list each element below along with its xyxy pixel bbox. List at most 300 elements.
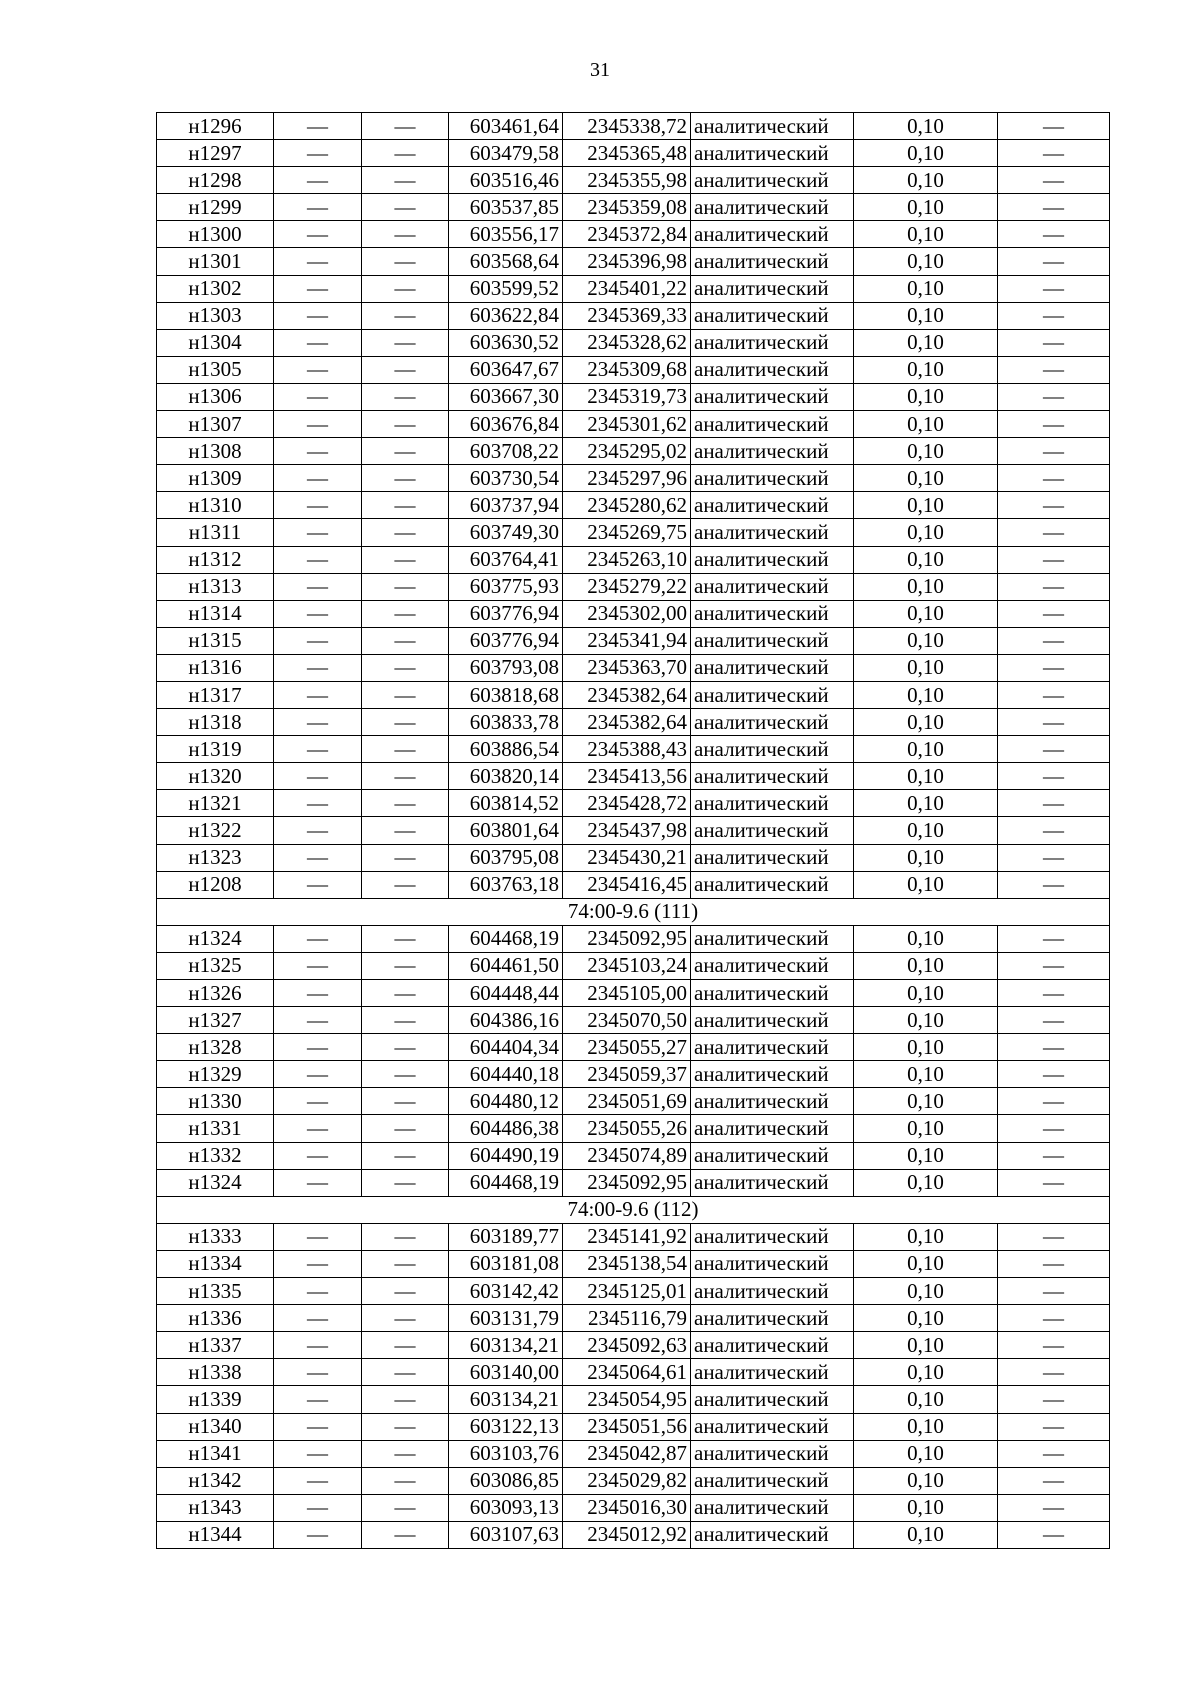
accuracy-cell: 0,10 bbox=[854, 1142, 998, 1169]
dash-cell: — bbox=[998, 817, 1110, 844]
method-cell: аналитический bbox=[691, 600, 854, 627]
point-name-cell: н1342 bbox=[157, 1467, 274, 1494]
point-name-cell: н1323 bbox=[157, 844, 274, 871]
dash-cell: — bbox=[274, 1467, 362, 1494]
method-cell: аналитический bbox=[691, 925, 854, 952]
method-cell: аналитический bbox=[691, 221, 854, 248]
x-coordinate-cell: 603647,67 bbox=[449, 356, 563, 383]
point-name-cell: н1297 bbox=[157, 140, 274, 167]
method-cell: аналитический bbox=[691, 1440, 854, 1467]
accuracy-cell: 0,10 bbox=[854, 546, 998, 573]
accuracy-cell: 0,10 bbox=[854, 817, 998, 844]
table-row bbox=[157, 627, 1110, 654]
method-cell: аналитический bbox=[691, 1494, 854, 1521]
dash-cell: — bbox=[998, 1332, 1110, 1359]
table-row bbox=[157, 1061, 1110, 1088]
dash-cell: — bbox=[998, 167, 1110, 194]
method-cell: аналитический bbox=[691, 519, 854, 546]
x-coordinate-cell: 604461,50 bbox=[449, 952, 563, 979]
table-row bbox=[157, 1250, 1110, 1277]
dash-cell: — bbox=[362, 221, 449, 248]
dash-cell: — bbox=[362, 844, 449, 871]
table-row bbox=[157, 248, 1110, 275]
dash-cell: — bbox=[362, 275, 449, 302]
method-cell: аналитический bbox=[691, 356, 854, 383]
dash-cell: — bbox=[274, 600, 362, 627]
y-coordinate-cell: 2345105,00 bbox=[563, 980, 691, 1007]
point-name-cell: н1329 bbox=[157, 1061, 274, 1088]
dash-cell: — bbox=[998, 1061, 1110, 1088]
dash-cell: — bbox=[998, 1142, 1110, 1169]
dash-cell: — bbox=[998, 383, 1110, 410]
x-coordinate-cell: 604480,12 bbox=[449, 1088, 563, 1115]
point-name-cell: н1309 bbox=[157, 465, 274, 492]
point-name-cell: н1335 bbox=[157, 1278, 274, 1305]
point-name-cell: н1333 bbox=[157, 1223, 274, 1250]
y-coordinate-cell: 2345341,94 bbox=[563, 627, 691, 654]
accuracy-cell: 0,10 bbox=[854, 140, 998, 167]
x-coordinate-cell: 603086,85 bbox=[449, 1467, 563, 1494]
dash-cell: — bbox=[274, 1332, 362, 1359]
y-coordinate-cell: 2345042,87 bbox=[563, 1440, 691, 1467]
method-cell: аналитический bbox=[691, 844, 854, 871]
table-row bbox=[157, 1332, 1110, 1359]
dash-cell: — bbox=[274, 519, 362, 546]
dash-cell: — bbox=[274, 221, 362, 248]
y-coordinate-cell: 2345416,45 bbox=[563, 871, 691, 898]
point-name-cell: н1317 bbox=[157, 681, 274, 708]
y-coordinate-cell: 2345051,56 bbox=[563, 1413, 691, 1440]
y-coordinate-cell: 2345092,95 bbox=[563, 1169, 691, 1196]
point-name-cell: н1311 bbox=[157, 519, 274, 546]
dash-cell: — bbox=[362, 573, 449, 600]
x-coordinate-cell: 603793,08 bbox=[449, 654, 563, 681]
dash-cell: — bbox=[274, 1521, 362, 1548]
dash-cell: — bbox=[362, 1169, 449, 1196]
dash-cell: — bbox=[274, 113, 362, 140]
dash-cell: — bbox=[998, 1034, 1110, 1061]
y-coordinate-cell: 2345263,10 bbox=[563, 546, 691, 573]
y-coordinate-cell: 2345070,50 bbox=[563, 1007, 691, 1034]
method-cell: аналитический bbox=[691, 438, 854, 465]
dash-cell: — bbox=[998, 1250, 1110, 1277]
table-row bbox=[157, 600, 1110, 627]
point-name-cell: н1315 bbox=[157, 627, 274, 654]
x-coordinate-cell: 603737,94 bbox=[449, 492, 563, 519]
accuracy-cell: 0,10 bbox=[854, 221, 998, 248]
x-coordinate-cell: 603801,64 bbox=[449, 817, 563, 844]
y-coordinate-cell: 2345359,08 bbox=[563, 194, 691, 221]
dash-cell: — bbox=[274, 438, 362, 465]
table-row bbox=[157, 681, 1110, 708]
dash-cell: — bbox=[998, 302, 1110, 329]
dash-cell: — bbox=[274, 709, 362, 736]
point-name-cell: н1314 bbox=[157, 600, 274, 627]
point-name-cell: н1304 bbox=[157, 329, 274, 356]
dash-cell: — bbox=[362, 1332, 449, 1359]
accuracy-cell: 0,10 bbox=[854, 1169, 998, 1196]
table-row bbox=[157, 438, 1110, 465]
dash-cell: — bbox=[362, 167, 449, 194]
method-cell: аналитический bbox=[691, 1169, 854, 1196]
dash-cell: — bbox=[998, 763, 1110, 790]
point-name-cell: н1306 bbox=[157, 383, 274, 410]
dash-cell: — bbox=[274, 1359, 362, 1386]
y-coordinate-cell: 2345141,92 bbox=[563, 1223, 691, 1250]
table-row bbox=[157, 817, 1110, 844]
table-row bbox=[157, 980, 1110, 1007]
dash-cell: — bbox=[362, 492, 449, 519]
dash-cell: — bbox=[274, 465, 362, 492]
dash-cell: — bbox=[998, 736, 1110, 763]
dash-cell: — bbox=[274, 492, 362, 519]
x-coordinate-cell: 603886,54 bbox=[449, 736, 563, 763]
method-cell: аналитический bbox=[691, 1359, 854, 1386]
method-cell: аналитический bbox=[691, 302, 854, 329]
method-cell: аналитический bbox=[691, 113, 854, 140]
dash-cell: — bbox=[998, 1413, 1110, 1440]
dash-cell: — bbox=[362, 519, 449, 546]
y-coordinate-cell: 2345365,48 bbox=[563, 140, 691, 167]
accuracy-cell: 0,10 bbox=[854, 492, 998, 519]
accuracy-cell: 0,10 bbox=[854, 790, 998, 817]
table-row bbox=[157, 1521, 1110, 1548]
dash-cell: — bbox=[274, 573, 362, 600]
dash-cell: — bbox=[274, 1007, 362, 1034]
method-cell: аналитический bbox=[691, 1034, 854, 1061]
dash-cell: — bbox=[362, 1413, 449, 1440]
method-cell: аналитический bbox=[691, 952, 854, 979]
x-coordinate-cell: 603764,41 bbox=[449, 546, 563, 573]
coordinates-table bbox=[156, 112, 1110, 1549]
dash-cell: — bbox=[998, 627, 1110, 654]
accuracy-cell: 0,10 bbox=[854, 1278, 998, 1305]
table-row bbox=[157, 1278, 1110, 1305]
y-coordinate-cell: 2345428,72 bbox=[563, 790, 691, 817]
dash-cell: — bbox=[362, 1467, 449, 1494]
accuracy-cell: 0,10 bbox=[854, 1413, 998, 1440]
table-row bbox=[157, 1494, 1110, 1521]
accuracy-cell: 0,10 bbox=[854, 248, 998, 275]
dash-cell: — bbox=[998, 1305, 1110, 1332]
y-coordinate-cell: 2345369,33 bbox=[563, 302, 691, 329]
dash-cell: — bbox=[362, 383, 449, 410]
dash-cell: — bbox=[274, 302, 362, 329]
x-coordinate-cell: 603107,63 bbox=[449, 1521, 563, 1548]
method-cell: аналитический bbox=[691, 790, 854, 817]
accuracy-cell: 0,10 bbox=[854, 519, 998, 546]
dash-cell: — bbox=[362, 1494, 449, 1521]
x-coordinate-cell: 603093,13 bbox=[449, 1494, 563, 1521]
x-coordinate-cell: 603537,85 bbox=[449, 194, 563, 221]
table-row bbox=[157, 790, 1110, 817]
x-coordinate-cell: 603630,52 bbox=[449, 329, 563, 356]
method-cell: аналитический bbox=[691, 871, 854, 898]
point-name-cell: н1341 bbox=[157, 1440, 274, 1467]
accuracy-cell: 0,10 bbox=[854, 1359, 998, 1386]
x-coordinate-cell: 603140,00 bbox=[449, 1359, 563, 1386]
method-cell: аналитический bbox=[691, 1305, 854, 1332]
page-number: 31 bbox=[590, 59, 610, 81]
dash-cell: — bbox=[998, 600, 1110, 627]
dash-cell: — bbox=[998, 1359, 1110, 1386]
y-coordinate-cell: 2345138,54 bbox=[563, 1250, 691, 1277]
accuracy-cell: 0,10 bbox=[854, 356, 998, 383]
point-name-cell: н1326 bbox=[157, 980, 274, 1007]
point-name-cell: н1336 bbox=[157, 1305, 274, 1332]
table-row bbox=[157, 492, 1110, 519]
table-row bbox=[157, 1467, 1110, 1494]
dash-cell: — bbox=[998, 952, 1110, 979]
x-coordinate-cell: 603181,08 bbox=[449, 1250, 563, 1277]
dash-cell: — bbox=[362, 1007, 449, 1034]
dash-cell: — bbox=[998, 844, 1110, 871]
y-coordinate-cell: 2345055,26 bbox=[563, 1115, 691, 1142]
method-cell: аналитический bbox=[691, 573, 854, 600]
table-row bbox=[157, 465, 1110, 492]
dash-cell: — bbox=[274, 1115, 362, 1142]
table-row bbox=[157, 654, 1110, 681]
x-coordinate-cell: 604468,19 bbox=[449, 1169, 563, 1196]
method-cell: аналитический bbox=[691, 1223, 854, 1250]
x-coordinate-cell: 603103,76 bbox=[449, 1440, 563, 1467]
dash-cell: — bbox=[362, 1250, 449, 1277]
dash-cell: — bbox=[274, 329, 362, 356]
table-row bbox=[157, 871, 1110, 898]
point-name-cell: н1322 bbox=[157, 817, 274, 844]
point-name-cell: н1340 bbox=[157, 1413, 274, 1440]
dash-cell: — bbox=[274, 980, 362, 1007]
method-cell: аналитический bbox=[691, 1386, 854, 1413]
x-coordinate-cell: 603749,30 bbox=[449, 519, 563, 546]
x-coordinate-cell: 604486,38 bbox=[449, 1115, 563, 1142]
y-coordinate-cell: 2345396,98 bbox=[563, 248, 691, 275]
dash-cell: — bbox=[274, 1440, 362, 1467]
y-coordinate-cell: 2345074,89 bbox=[563, 1142, 691, 1169]
method-cell: аналитический bbox=[691, 627, 854, 654]
dash-cell: — bbox=[274, 1278, 362, 1305]
method-cell: аналитический bbox=[691, 1007, 854, 1034]
dash-cell: — bbox=[998, 871, 1110, 898]
y-coordinate-cell: 2345328,62 bbox=[563, 329, 691, 356]
dash-cell: — bbox=[362, 1521, 449, 1548]
dash-cell: — bbox=[998, 546, 1110, 573]
section-title: 74:00-9.6 (112) bbox=[157, 1196, 1110, 1223]
y-coordinate-cell: 2345297,96 bbox=[563, 465, 691, 492]
table-row bbox=[157, 1440, 1110, 1467]
dash-cell: — bbox=[998, 275, 1110, 302]
accuracy-cell: 0,10 bbox=[854, 573, 998, 600]
dash-cell: — bbox=[274, 1413, 362, 1440]
dash-cell: — bbox=[274, 627, 362, 654]
y-coordinate-cell: 2345055,27 bbox=[563, 1034, 691, 1061]
point-name-cell: н1296 bbox=[157, 113, 274, 140]
dash-cell: — bbox=[362, 113, 449, 140]
table-row bbox=[157, 1007, 1110, 1034]
x-coordinate-cell: 603142,42 bbox=[449, 1278, 563, 1305]
point-name-cell: н1325 bbox=[157, 952, 274, 979]
y-coordinate-cell: 2345054,95 bbox=[563, 1386, 691, 1413]
y-coordinate-cell: 2345372,84 bbox=[563, 221, 691, 248]
y-coordinate-cell: 2345363,70 bbox=[563, 654, 691, 681]
point-name-cell: н1316 bbox=[157, 654, 274, 681]
dash-cell: — bbox=[998, 1088, 1110, 1115]
dash-cell: — bbox=[362, 1061, 449, 1088]
dash-cell: — bbox=[362, 654, 449, 681]
dash-cell: — bbox=[998, 790, 1110, 817]
point-name-cell: н1321 bbox=[157, 790, 274, 817]
y-coordinate-cell: 2345302,00 bbox=[563, 600, 691, 627]
dash-cell: — bbox=[274, 817, 362, 844]
dash-cell: — bbox=[274, 1169, 362, 1196]
point-name-cell: н1308 bbox=[157, 438, 274, 465]
point-name-cell: н1337 bbox=[157, 1332, 274, 1359]
dash-cell: — bbox=[998, 1440, 1110, 1467]
accuracy-cell: 0,10 bbox=[854, 600, 998, 627]
method-cell: аналитический bbox=[691, 763, 854, 790]
table-row bbox=[157, 113, 1110, 140]
dash-cell: — bbox=[274, 1305, 362, 1332]
method-cell: аналитический bbox=[691, 1521, 854, 1548]
method-cell: аналитический bbox=[691, 1250, 854, 1277]
x-coordinate-cell: 603676,84 bbox=[449, 411, 563, 438]
dash-cell: — bbox=[362, 952, 449, 979]
table-body bbox=[157, 113, 1110, 1549]
table-row bbox=[157, 1413, 1110, 1440]
y-coordinate-cell: 2345295,02 bbox=[563, 438, 691, 465]
dash-cell: — bbox=[274, 1494, 362, 1521]
dash-cell: — bbox=[362, 1278, 449, 1305]
y-coordinate-cell: 2345029,82 bbox=[563, 1467, 691, 1494]
dash-cell: — bbox=[998, 465, 1110, 492]
y-coordinate-cell: 2345319,73 bbox=[563, 383, 691, 410]
y-coordinate-cell: 2345309,68 bbox=[563, 356, 691, 383]
method-cell: аналитический bbox=[691, 492, 854, 519]
dash-cell: — bbox=[362, 600, 449, 627]
accuracy-cell: 0,10 bbox=[854, 465, 998, 492]
dash-cell: — bbox=[362, 546, 449, 573]
accuracy-cell: 0,10 bbox=[854, 654, 998, 681]
x-coordinate-cell: 603516,46 bbox=[449, 167, 563, 194]
table-row bbox=[157, 356, 1110, 383]
y-coordinate-cell: 2345103,24 bbox=[563, 952, 691, 979]
table-row bbox=[157, 329, 1110, 356]
dash-cell: — bbox=[362, 438, 449, 465]
dash-cell: — bbox=[998, 438, 1110, 465]
dash-cell: — bbox=[998, 221, 1110, 248]
accuracy-cell: 0,10 bbox=[854, 1250, 998, 1277]
method-cell: аналитический bbox=[691, 194, 854, 221]
accuracy-cell: 0,10 bbox=[854, 709, 998, 736]
x-coordinate-cell: 603730,54 bbox=[449, 465, 563, 492]
dash-cell: — bbox=[274, 736, 362, 763]
dash-cell: — bbox=[998, 113, 1110, 140]
accuracy-cell: 0,10 bbox=[854, 1332, 998, 1359]
point-name-cell: н1307 bbox=[157, 411, 274, 438]
y-coordinate-cell: 2345092,95 bbox=[563, 925, 691, 952]
dash-cell: — bbox=[998, 1169, 1110, 1196]
point-name-cell: н1318 bbox=[157, 709, 274, 736]
dash-cell: — bbox=[998, 1278, 1110, 1305]
accuracy-cell: 0,10 bbox=[854, 1115, 998, 1142]
method-cell: аналитический bbox=[691, 275, 854, 302]
dash-cell: — bbox=[362, 465, 449, 492]
accuracy-cell: 0,10 bbox=[854, 1223, 998, 1250]
x-coordinate-cell: 603833,78 bbox=[449, 709, 563, 736]
point-name-cell: н1332 bbox=[157, 1142, 274, 1169]
y-coordinate-cell: 2345051,69 bbox=[563, 1088, 691, 1115]
accuracy-cell: 0,10 bbox=[854, 627, 998, 654]
method-cell: аналитический bbox=[691, 411, 854, 438]
dash-cell: — bbox=[362, 681, 449, 708]
dash-cell: — bbox=[274, 871, 362, 898]
dash-cell: — bbox=[362, 709, 449, 736]
accuracy-cell: 0,10 bbox=[854, 411, 998, 438]
x-coordinate-cell: 603776,94 bbox=[449, 627, 563, 654]
x-coordinate-cell: 603599,52 bbox=[449, 275, 563, 302]
dash-cell: — bbox=[362, 356, 449, 383]
method-cell: аналитический bbox=[691, 1467, 854, 1494]
point-name-cell: н1328 bbox=[157, 1034, 274, 1061]
point-name-cell: н1302 bbox=[157, 275, 274, 302]
accuracy-cell: 0,10 bbox=[854, 736, 998, 763]
accuracy-cell: 0,10 bbox=[854, 1007, 998, 1034]
dash-cell: — bbox=[274, 681, 362, 708]
table-row bbox=[157, 709, 1110, 736]
dash-cell: — bbox=[998, 140, 1110, 167]
dash-cell: — bbox=[362, 790, 449, 817]
dash-cell: — bbox=[274, 275, 362, 302]
method-cell: аналитический bbox=[691, 1115, 854, 1142]
dash-cell: — bbox=[274, 1142, 362, 1169]
table-row bbox=[157, 1305, 1110, 1332]
table-row bbox=[157, 844, 1110, 871]
y-coordinate-cell: 2345064,61 bbox=[563, 1359, 691, 1386]
dash-cell: — bbox=[998, 519, 1110, 546]
x-coordinate-cell: 604490,19 bbox=[449, 1142, 563, 1169]
accuracy-cell: 0,10 bbox=[854, 113, 998, 140]
point-name-cell: н1312 bbox=[157, 546, 274, 573]
dash-cell: — bbox=[998, 1521, 1110, 1548]
table-row bbox=[157, 221, 1110, 248]
x-coordinate-cell: 603763,18 bbox=[449, 871, 563, 898]
dash-cell: — bbox=[362, 627, 449, 654]
dash-cell: — bbox=[362, 871, 449, 898]
dash-cell: — bbox=[274, 411, 362, 438]
dash-cell: — bbox=[998, 980, 1110, 1007]
dash-cell: — bbox=[274, 952, 362, 979]
y-coordinate-cell: 2345301,62 bbox=[563, 411, 691, 438]
dash-cell: — bbox=[362, 1223, 449, 1250]
x-coordinate-cell: 603818,68 bbox=[449, 681, 563, 708]
dash-cell: — bbox=[274, 194, 362, 221]
dash-cell: — bbox=[998, 573, 1110, 600]
dash-cell: — bbox=[274, 383, 362, 410]
method-cell: аналитический bbox=[691, 654, 854, 681]
table-row bbox=[157, 1115, 1110, 1142]
dash-cell: — bbox=[362, 302, 449, 329]
section-header-row bbox=[157, 898, 1110, 925]
dash-cell: — bbox=[362, 248, 449, 275]
point-name-cell: н1331 bbox=[157, 1115, 274, 1142]
dash-cell: — bbox=[362, 329, 449, 356]
method-cell: аналитический bbox=[691, 383, 854, 410]
dash-cell: — bbox=[362, 1115, 449, 1142]
point-name-cell: н1324 bbox=[157, 925, 274, 952]
point-name-cell: н1300 bbox=[157, 221, 274, 248]
table-row bbox=[157, 736, 1110, 763]
dash-cell: — bbox=[998, 709, 1110, 736]
